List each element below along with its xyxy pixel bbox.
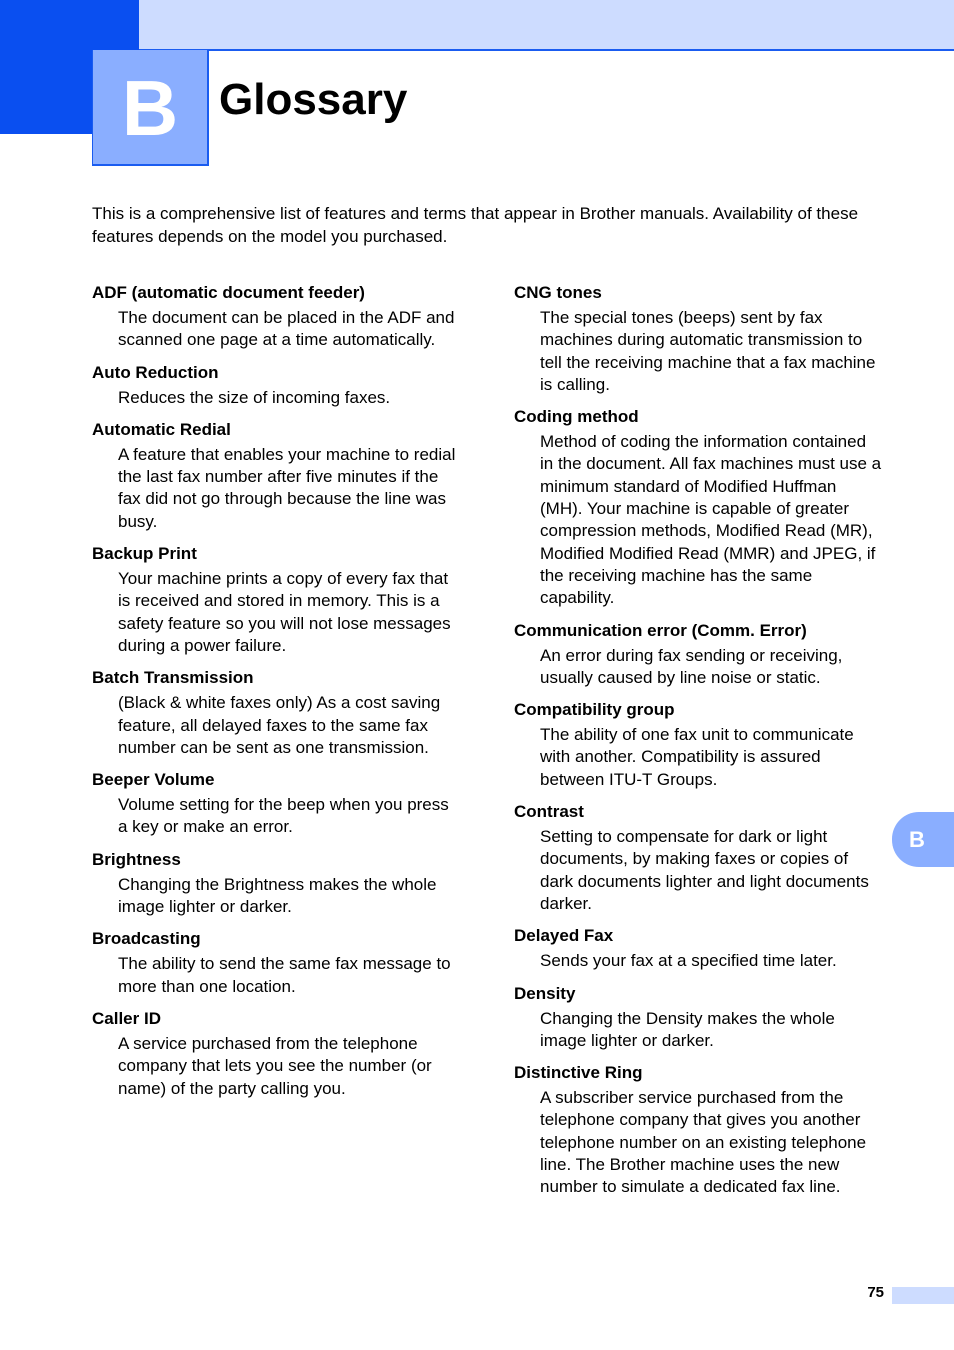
intro-paragraph: This is a comprehensive list of features and terms that appear in Brother manuals. Availability of these features depends on the model you purchased. xyxy=(92,204,859,246)
glossary-term: Batch Transmission xyxy=(92,668,254,688)
glossary-entry xyxy=(514,281,882,396)
glossary-definition: A service purchased from the telephone company that lets you see the number (or name) of the party calling you. xyxy=(118,1033,432,1098)
glossary-definition: (Black & white faxes only) As a cost saving feature, all delayed faxes to the same fax number can be sent as one transmission. xyxy=(118,693,441,757)
glossary-definition: Setting to compensate for dark or light documents, by making faxes or copies of dark documents lighter and light documents darker. xyxy=(540,827,869,913)
glossary-term: Contrast xyxy=(514,802,584,822)
glossary-definition: An error during fax sending or receiving, usually caused by line noise or static. xyxy=(540,645,843,687)
glossary-entry xyxy=(92,361,460,409)
footer-bar xyxy=(892,1287,954,1304)
glossary-definition: Your machine prints a copy of every fax that is received and stored in memory. This is a safety feature so you will not lose messages during a power failure. xyxy=(118,569,451,655)
glossary-entry xyxy=(514,924,882,972)
glossary-definition: Reduces the size of incoming faxes. xyxy=(118,387,391,407)
glossary-term: Beeper Volume xyxy=(92,770,215,790)
glossary-term: Communication error (Comm. Error) xyxy=(514,620,807,640)
glossary-term: Backup Print xyxy=(92,544,197,564)
glossary-entry xyxy=(514,982,882,1053)
glossary-entry xyxy=(92,927,460,998)
glossary-entry xyxy=(514,405,882,609)
glossary-term: Caller ID xyxy=(92,1008,161,1028)
chapter-letter: B xyxy=(121,64,179,152)
glossary-entry xyxy=(92,281,460,352)
page-title: Glossary xyxy=(219,75,408,124)
glossary-term: Brightness xyxy=(92,849,181,869)
glossary-entry xyxy=(514,1061,882,1198)
glossary-term: Density xyxy=(514,983,576,1003)
glossary-definition: Sends your fax at a specified time later. xyxy=(540,951,837,971)
glossary-definition: Method of coding the information contained in the document. All fax machines must use a minimum standard of Modified Huffman (MH). Your machine is capable of greater compression methods, Modified Read (MR), Modified Modified Read (MMR) and JPEG, if the receiving machine has the same capability. xyxy=(540,432,882,608)
glossary-definition: Changing the Brightness makes the whole image lighter or darker. xyxy=(118,874,437,917)
glossary-definition: Changing the Density makes the whole image lighter or darker. xyxy=(540,1008,835,1050)
glossary-entry xyxy=(92,542,460,657)
glossary-definition: A subscriber service purchased from the telephone company that gives you another telephone number on an existing telephone line. The Brother machine uses the new number to simulate a dedicated fax line. xyxy=(540,1088,867,1197)
glossary-column-left xyxy=(92,281,460,1109)
side-tab-letter: B xyxy=(909,826,925,852)
glossary-entry xyxy=(92,768,460,839)
header-band xyxy=(0,0,954,51)
glossary-term: CNG tones xyxy=(514,283,602,302)
glossary-entry xyxy=(92,666,460,759)
glossary-definition: The special tones (beeps) sent by fax machines during automatic transmission to tell the receiving machine that a fax machine is calling. xyxy=(540,308,876,394)
glossary-term: Coding method xyxy=(514,407,639,427)
glossary-term: Distinctive Ring xyxy=(514,1063,643,1083)
glossary-definition: A feature that enables your machine to redial the last fax number after five minutes if the fax did not go through because the line was busy. xyxy=(118,444,456,531)
chapter-badge xyxy=(92,50,209,166)
glossary-definition: Volume setting for the beep when you press a key or make an error. xyxy=(118,795,449,837)
glossary-entry xyxy=(92,1007,460,1100)
glossary-definition: The ability to send the same fax message to more than one location. xyxy=(118,954,451,996)
glossary-entry xyxy=(514,698,882,791)
glossary-column-right xyxy=(514,281,882,1208)
glossary-entry xyxy=(92,418,460,533)
glossary-term: Compatibility group xyxy=(514,700,675,720)
glossary-entry xyxy=(92,848,460,919)
glossary-term: Delayed Fax xyxy=(514,926,614,946)
glossary-term: Broadcasting xyxy=(92,929,201,949)
glossary-term: Automatic Redial xyxy=(92,419,231,439)
glossary-term: Auto Reduction xyxy=(92,362,219,382)
glossary-definition: The ability of one fax unit to communicate with another. Compatibility is assured between ITU-T Groups. xyxy=(540,725,854,789)
glossary-definition: The document can be placed in the ADF and scanned one page at a time automatically. xyxy=(118,308,455,350)
page-number: 75 xyxy=(867,1284,884,1301)
glossary-term: ADF (automatic document feeder) xyxy=(92,283,365,302)
chapter-side-tab xyxy=(892,812,954,867)
glossary-entry xyxy=(514,800,882,915)
glossary-entry xyxy=(514,619,882,690)
